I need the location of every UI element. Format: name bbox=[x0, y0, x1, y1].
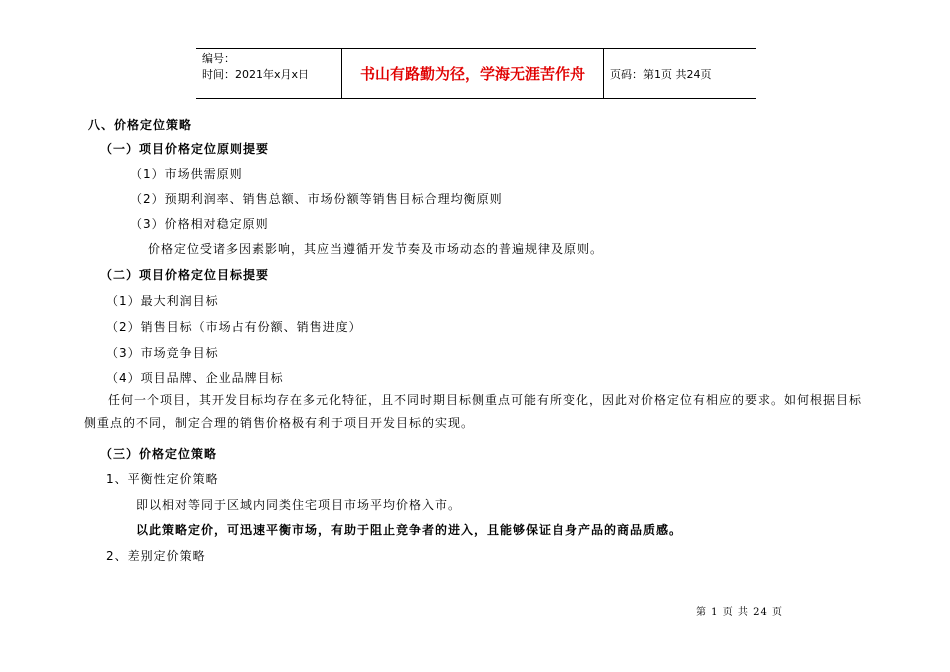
heading-subsection-2: （二）项目价格定位目标提要 bbox=[100, 268, 270, 282]
list-item: （3）价格相对稳定原则 bbox=[130, 217, 269, 231]
paragraph: 任何一个项目，其开发目标均存在多元化特征，且不同时期目标侧重点可能有所变化，因此对价格定位有相应的要求。如何根据目标侧重点的不同，制定合理的销售价格极有利于项目开发目标的实现。 bbox=[84, 393, 863, 430]
heading-section-8: 八、价格定位策略 bbox=[88, 118, 193, 132]
time-label: 时间：2021年x月x日 bbox=[202, 68, 310, 81]
list-item: （1）市场供需原则 bbox=[130, 167, 243, 181]
heading-subsection-3: （三）价格定位策略 bbox=[100, 447, 218, 461]
list-item: （1）最大利润目标 bbox=[106, 294, 219, 308]
list-item: （3）市场竞争目标 bbox=[106, 346, 219, 360]
sub-heading: 1、平衡性定价策略 bbox=[106, 472, 219, 486]
heading-subsection-1: （一）项目价格定位原则提要 bbox=[100, 142, 270, 156]
list-item: （2）预期利润率、销售总额、市场份额等销售目标合理均衡原则 bbox=[130, 192, 503, 206]
number-label: 编号： bbox=[202, 52, 235, 65]
paragraph: 价格定位受诸多因素影响，其应当遵循开发节奏及市场动态的普遍规律及原则。 bbox=[148, 242, 604, 256]
bold-paragraph: 以此策略定价，可迅速平衡市场，有助于阻止竞争者的进入，且能够保证自身产品的商品质感。 bbox=[136, 523, 683, 537]
header-page-label: 页码：第1页 共24页 bbox=[610, 67, 712, 81]
header-table bbox=[196, 48, 756, 99]
paragraph: 即以相对等同于区域内同类住宅项目市场平均价格入市。 bbox=[136, 498, 462, 512]
list-item: （4）项目品牌、企业品牌目标 bbox=[106, 371, 284, 385]
header-slogan: 书山有路勤为径，学海无涯苦作舟 bbox=[342, 49, 604, 98]
footer-page-number: 第 1 页 共 24 页 bbox=[696, 607, 783, 618]
header-left-cell bbox=[196, 49, 342, 98]
list-item: （2）销售目标（市场占有份额、销售进度） bbox=[106, 320, 362, 334]
sub-heading: 2、差别定价策略 bbox=[106, 549, 206, 563]
